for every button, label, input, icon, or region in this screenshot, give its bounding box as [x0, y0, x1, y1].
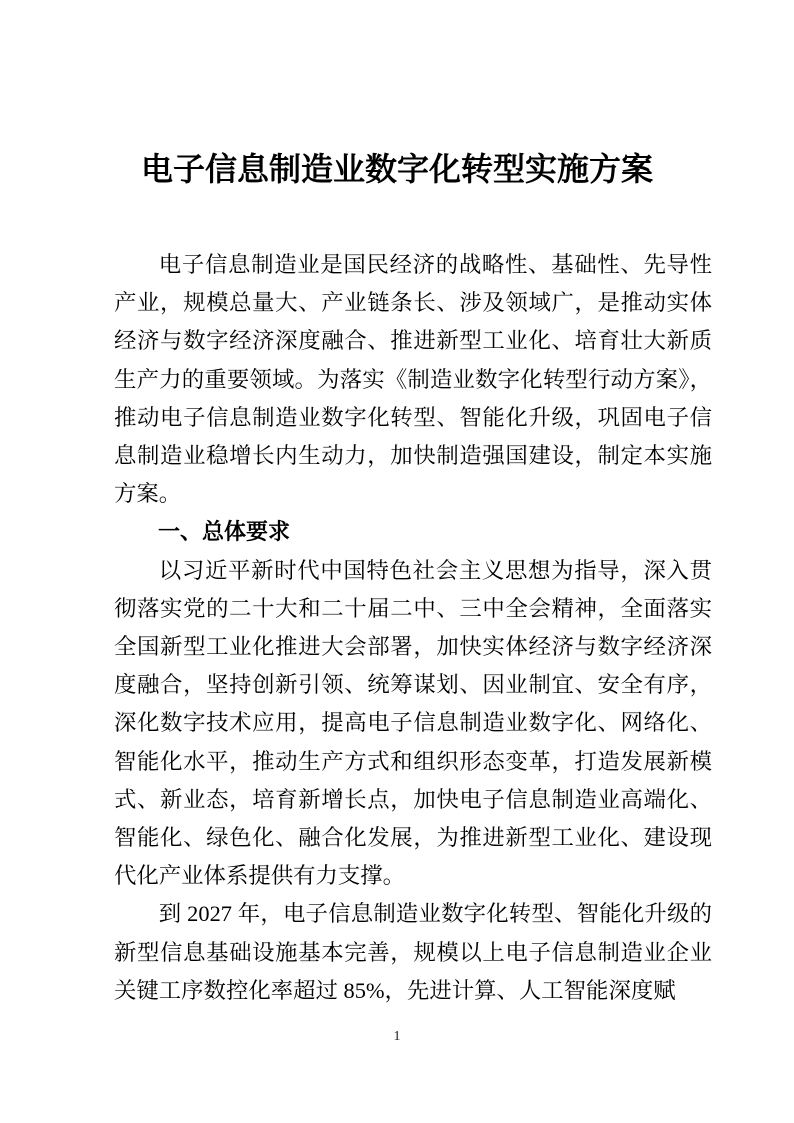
document-title: 电子信息制造业数字化转型实施方案 — [140, 151, 653, 187]
paragraph-intro: 电子信息制造业是国民经济的战略性、基础性、先导性产业，规模总量大、产业链条长、涉及领域广，是推动实体经济与数字经济深度融合、推进新型工业化、培育壮大新质生产力的重要领域。为落实《制造业数字化转型行动方案》，推动电子信息制造业数字化转型、智能化升级，巩固电子信息制造业稳增长内生动力，加快制造强国建设，制定本实施方案。 — [114, 252, 712, 507]
page-number: 1 — [393, 1029, 401, 1044]
paragraph-2027-goals: 到 2027 年，电子信息制造业数字化转型、智能化升级的新型信息基础设施基本完善，规模以上电子信息制造业企业关键工序数控化率超过 85%，先进计算、人工智能深度赋 — [114, 901, 712, 1003]
section-heading-overall-requirements: 一、总体要求 — [158, 519, 291, 545]
paragraph-guiding-ideology: 以习近平新时代中国特色社会主义思想为指导，深入贯彻落实党的二十大和二十届二中、三中全会精神，全面落实全国新型工业化推进大会部署，加快实体经济与数字经济深度融合，坚持创新引领、统筹谋划、因业制宜、安全有序，深化数字技术应用，提高电子信息制造业数字化、网络化、智能化水平，推动生产方式和组织形态变革，打造发展新模式、新业态，培育新增长点，加快电子信息制造业高端化、智能化、绿色化、融合化发展，为推进新型工业化、建设现代化产业体系提供有力支撑。 — [114, 557, 712, 889]
document-body — [114, 246, 712, 1010]
